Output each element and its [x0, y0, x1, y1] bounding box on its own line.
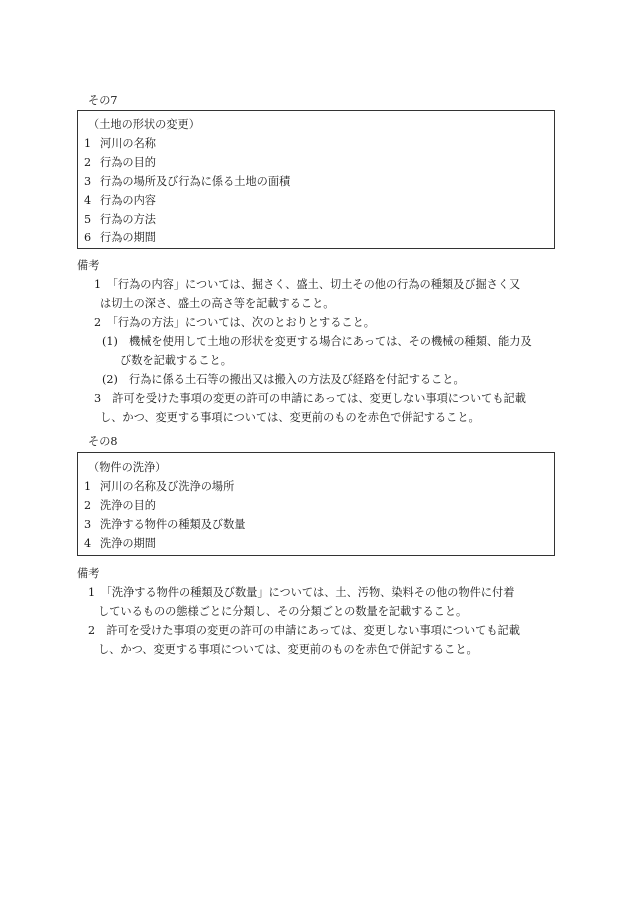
item-number: 2: [84, 499, 92, 512]
remark-line: は切土の深さ、盛土の高さ等を記載すること。: [100, 297, 335, 310]
item-text: 行為の目的: [100, 156, 156, 169]
box-heading: （物件の洗浄）: [88, 461, 167, 474]
list-item: [84, 228, 156, 247]
item-text: 洗浄する物件の種類及び数量: [100, 518, 246, 531]
item-number: 5: [84, 213, 92, 226]
remarks-label: 備考: [77, 259, 100, 272]
list-item: [84, 534, 156, 553]
item-text: 洗浄の期間: [100, 537, 156, 550]
item-number: 2: [84, 156, 92, 169]
item-number: 3: [84, 175, 92, 188]
item-box: [77, 110, 555, 249]
list-item: [84, 477, 234, 496]
remark-line: び数を記載すること。: [120, 354, 232, 367]
remark-line: 3 許可を受けた事項の変更の許可の申請にあっては、変更しない事項についても記載: [94, 392, 526, 405]
remark-line: 2 許可を受けた事項の変更の許可の申請にあっては、変更しない事項についても記載: [88, 624, 520, 637]
remarks-label: 備考: [77, 567, 100, 580]
remark-line: しているものの態様ごとに分類し、その分類ごとの数量を記載すること。: [98, 605, 468, 618]
item-number: 3: [84, 518, 92, 531]
list-item: [84, 515, 245, 534]
item-box: [77, 452, 555, 556]
remark-line: (1) 機械を使用して土地の形状を変更する場合にあっては、その機械の種類、能力及: [102, 335, 532, 348]
item-text: 行為の方法: [100, 213, 156, 226]
item-text: 河川の名称: [100, 137, 156, 150]
remark-line: し、かつ、変更する事項については、変更前のものを赤色で併記すること。: [98, 643, 478, 656]
item-text: 洗浄の目的: [100, 499, 156, 512]
item-number: 1: [84, 137, 92, 150]
list-item: [84, 153, 156, 172]
section-title: その8: [88, 435, 118, 448]
item-text: 行為の期間: [100, 231, 156, 244]
item-number: 6: [84, 231, 92, 244]
remark-line: 2 「行為の方法」については、次のとおりとすること。: [94, 316, 375, 329]
remark-line: 1 「洗浄する物件の種類及び数量」については、土、汚物、染料その他の物件に付着: [88, 586, 515, 599]
list-item: [84, 496, 156, 515]
remark-line: (2) 行為に係る土石等の搬出又は搬入の方法及び経路を付記すること。: [102, 373, 465, 386]
item-number: 4: [84, 194, 92, 207]
section-title: その7: [88, 94, 118, 107]
list-item: [84, 210, 156, 229]
item-number: 1: [84, 480, 92, 493]
item-text: 河川の名称及び洗浄の場所: [100, 480, 235, 493]
remark-line: 1 「行為の内容」については、掘さく、盛土、切土その他の行為の種類及び掘さく又: [94, 278, 521, 291]
box-heading: （土地の形状の変更）: [88, 118, 200, 131]
list-item: [84, 191, 156, 210]
list-item: [84, 134, 156, 153]
remark-line: し、かつ、変更する事項については、変更前のものを赤色で併記すること。: [100, 411, 480, 424]
list-item: [84, 172, 290, 191]
item-text: 行為の場所及び行為に係る土地の面積: [100, 175, 291, 188]
item-text: 行為の内容: [100, 194, 156, 207]
item-number: 4: [84, 537, 92, 550]
